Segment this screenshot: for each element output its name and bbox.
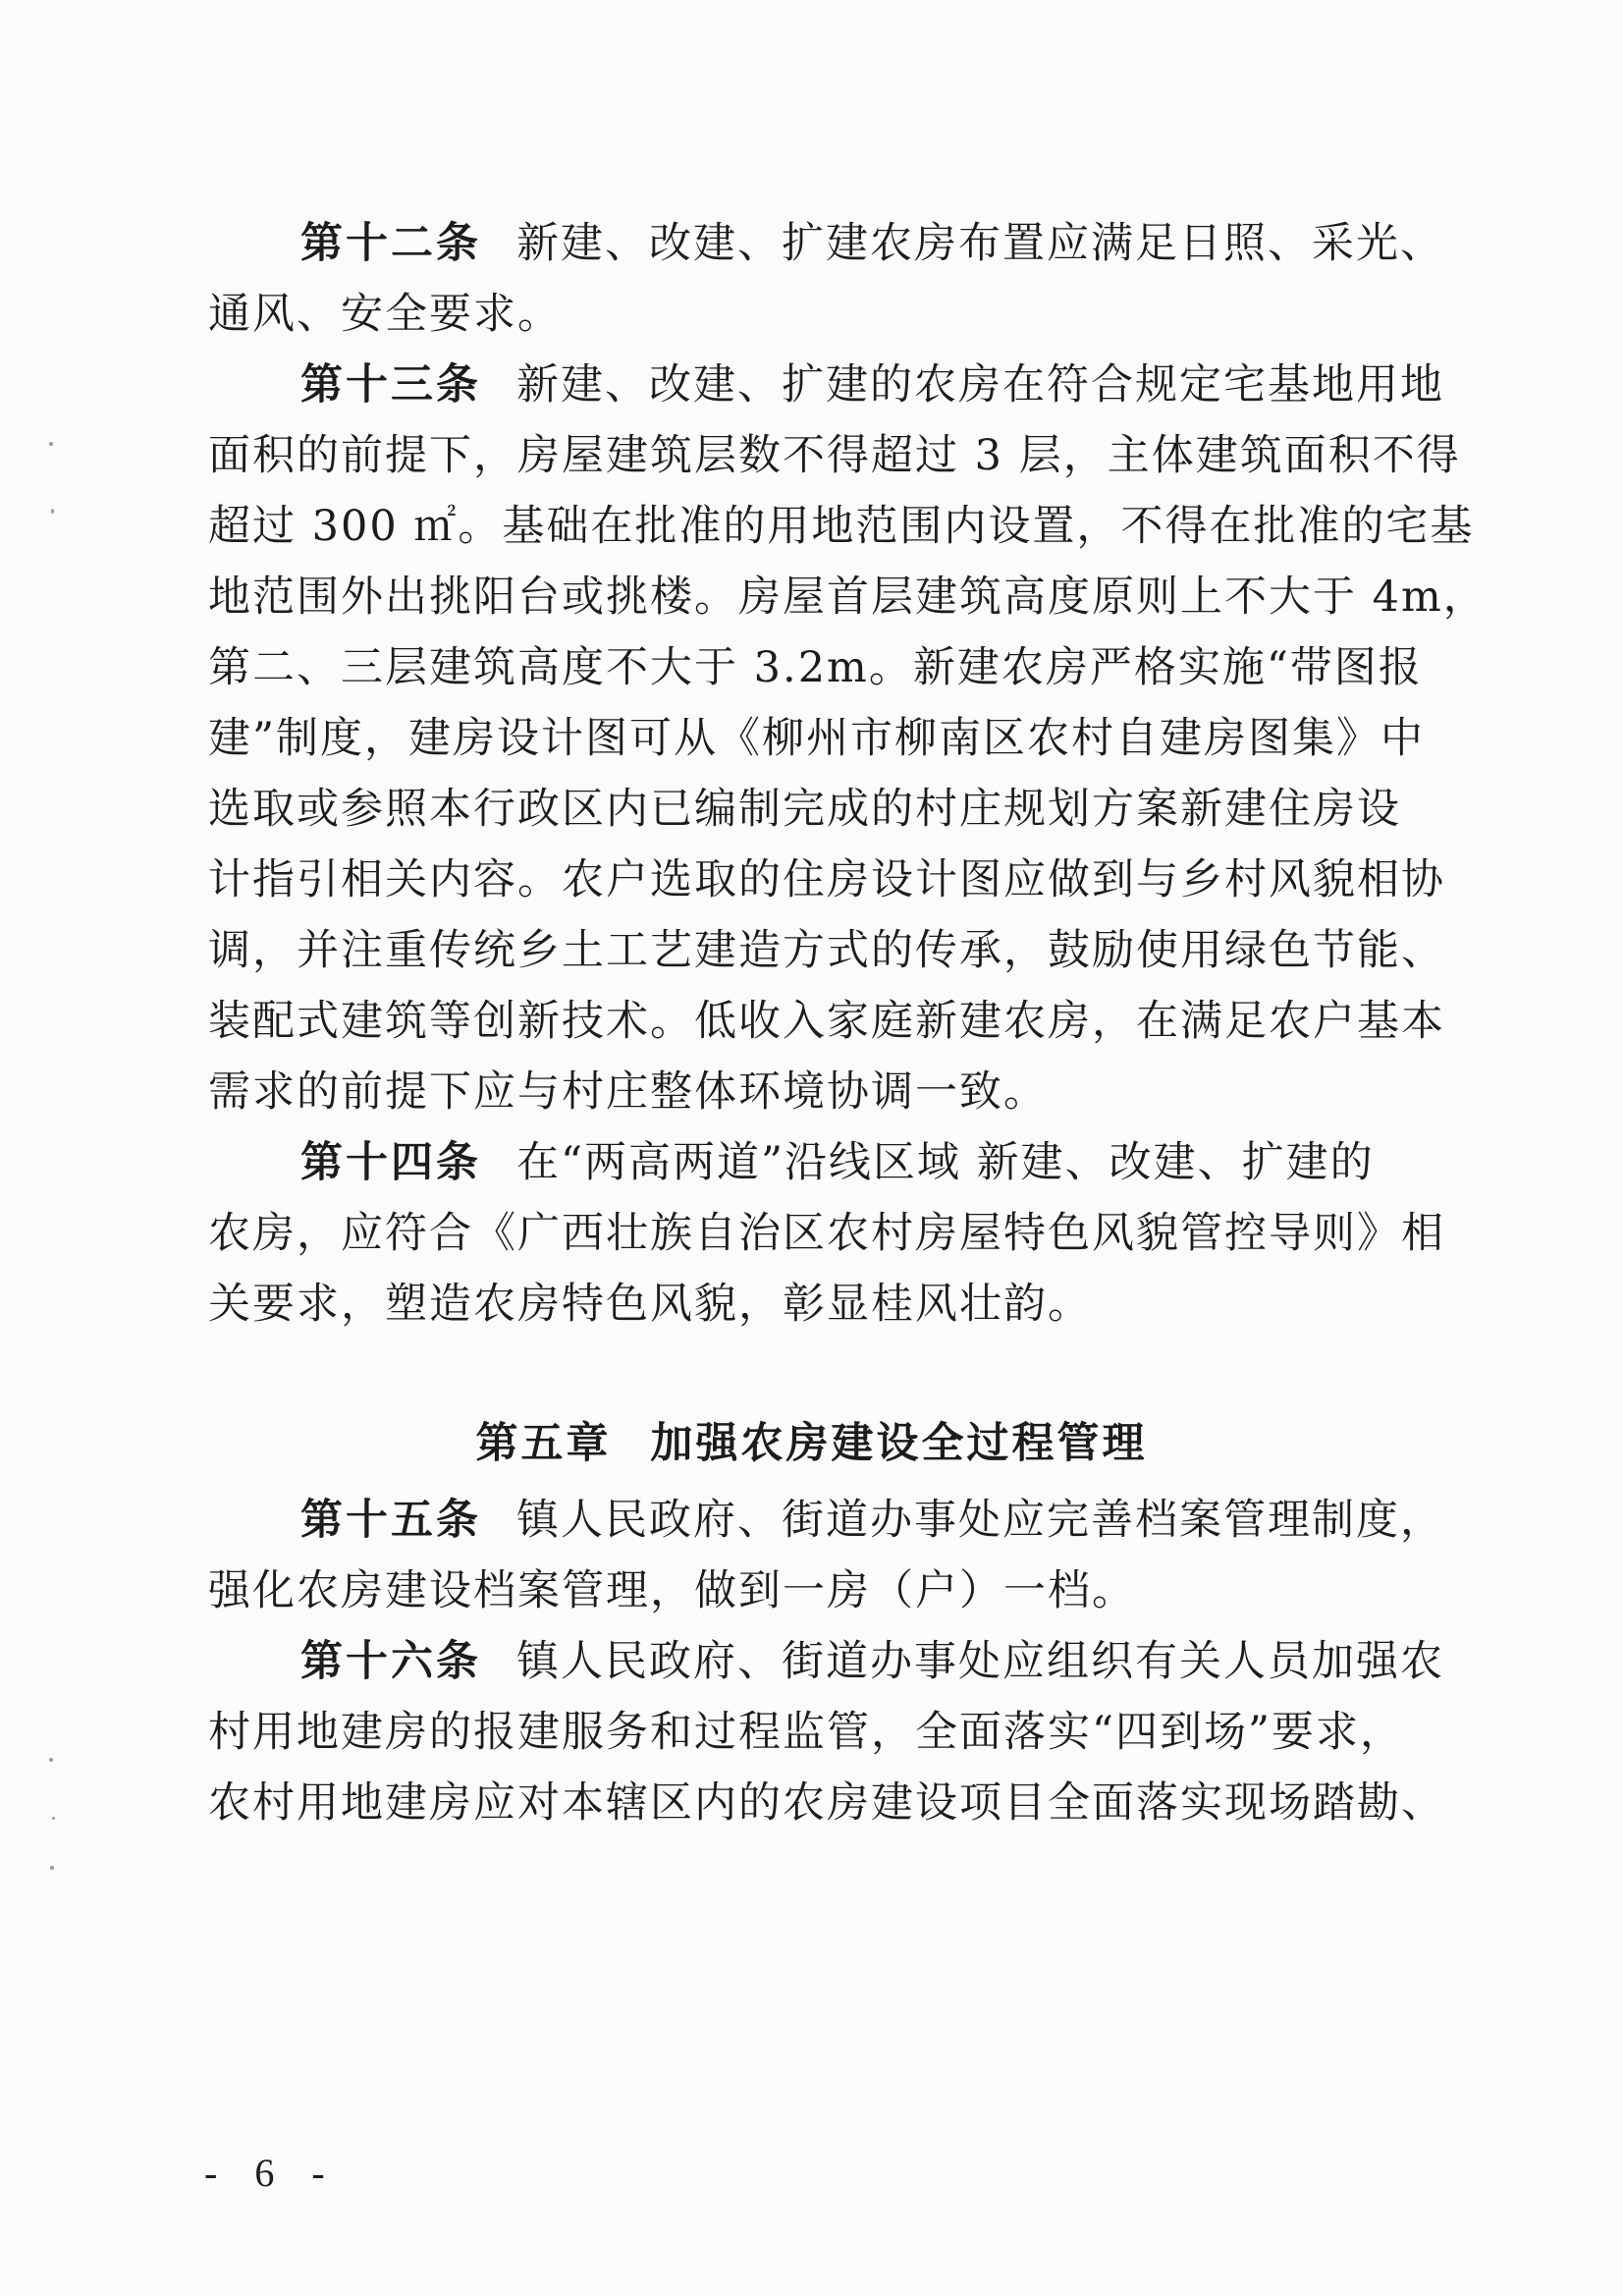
article-15-line-1: 第十五条 镇人民政府、街道办事处应完善档案管理制度， xyxy=(300,1496,1444,1545)
article-14-number: 第十四条 xyxy=(300,1138,481,1187)
article-13-line-5: 第二、三层建筑高度不大于 3.2m。新建农房严格实施“带图报 xyxy=(208,643,1423,692)
article-13-line-4: 地范围外出挑阳台或挑楼。房屋首层建筑高度原则上不大于 4m， xyxy=(208,573,1488,622)
article-12-number: 第十二条 xyxy=(300,219,481,268)
page-number: - 6 - xyxy=(204,2151,339,2195)
article-15-line-2: 强化农房建设档案管理，做到一房（户）一档。 xyxy=(208,1566,1136,1615)
scan-speck xyxy=(49,1758,53,1762)
article-13-line-8: 计指引相关内容。农户选取的住房设计图应做到与乡村风貌相协 xyxy=(208,855,1445,904)
article-15-number: 第十五条 xyxy=(300,1496,481,1545)
article-13-line-10: 装配式建筑等创新技术。低收入家庭新建农房，在满足农户基本 xyxy=(208,997,1445,1046)
scan-speck xyxy=(49,442,53,446)
article-13-line-6: 建”制度，建房设计图可从《柳州市柳南区农村自建房图集》中 xyxy=(208,714,1425,763)
article-16-line-1: 第十六条 镇人民政府、街道办事处应组织有关人员加强农 xyxy=(300,1637,1444,1686)
chapter-heading xyxy=(0,1414,1623,1473)
scan-speck xyxy=(51,509,54,514)
article-14-line-2: 农房，应符合《广西壮族自治区农村房屋特色风貌管控导则》相 xyxy=(208,1209,1445,1258)
scan-speck xyxy=(52,1817,55,1820)
article-14-line-3: 关要求，塑造农房特色风貌，彰显桂风壮韵。 xyxy=(208,1280,1092,1329)
article-13-line-2: 面积的前提下，房屋建筑层数不得超过 3 层，主体建筑面积不得 xyxy=(208,431,1461,480)
article-12-line-2: 通风、安全要求。 xyxy=(208,290,562,339)
chapter-title: 加强农房建设全过程管理 xyxy=(650,1419,1148,1468)
article-12-line-1: 第十二条 新建、改建、扩建农房布置应满足日照、采光、 xyxy=(300,219,1444,268)
article-13-line-9: 调，并注重传统乡土工艺建造方式的传承，鼓励使用绿色节能、 xyxy=(208,926,1445,975)
article-13-line-3: 超过 300 ㎡。基础在批准的用地范围内设置，不得在批准的宅基 xyxy=(208,502,1475,551)
chapter-number: 第五章 xyxy=(475,1419,612,1468)
article-13-line-11: 需求的前提下应与村庄整体环境协调一致。 xyxy=(208,1067,1048,1117)
article-16-line-2: 村用地建房的报建服务和过程监管，全面落实“四到场”要求， xyxy=(208,1708,1404,1757)
article-13-line-1: 第十三条 新建、改建、扩建的农房在符合规定宅基地用地 xyxy=(300,360,1444,410)
article-14-line-1: 第十四条 在“两高两道”沿线区域 新建、改建、扩建的 xyxy=(300,1138,1375,1187)
article-13-line-7: 选取或参照本行政区内已编制完成的村庄规划方案新建住房设 xyxy=(208,785,1401,834)
article-16-line-3: 农村用地建房应对本辖区内的农房建设项目全面落实现场踏勘、 xyxy=(208,1778,1445,1828)
article-13-number: 第十三条 xyxy=(300,360,481,410)
article-16-number: 第十六条 xyxy=(300,1637,481,1686)
scan-speck xyxy=(50,1866,54,1870)
